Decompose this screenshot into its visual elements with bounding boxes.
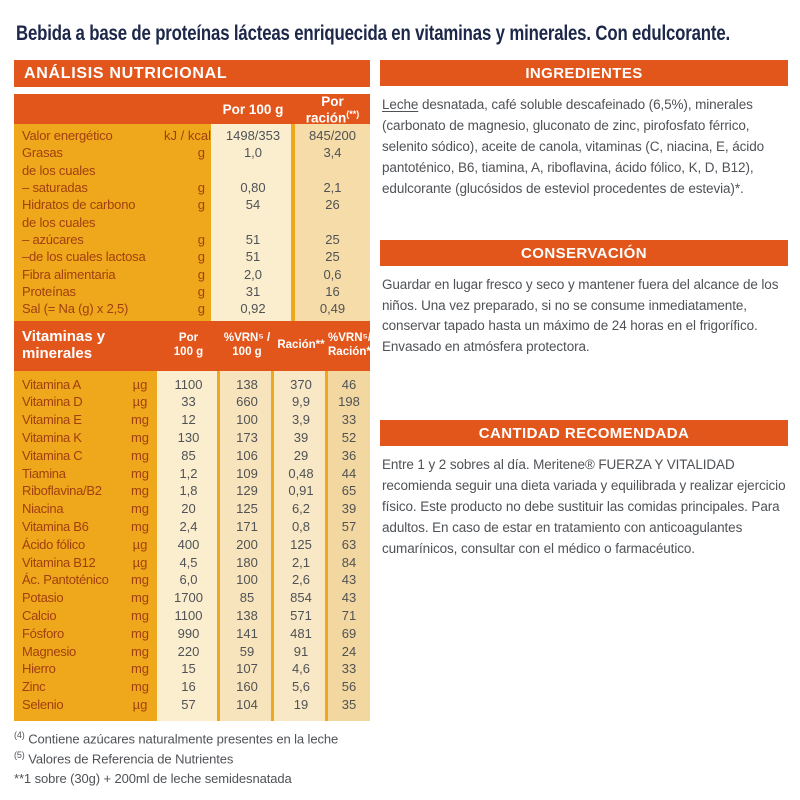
vitamins-title-line1: Vitaminas y [22, 328, 106, 346]
vitamin-unit: mg [130, 608, 150, 624]
product-headline: Bebida a base de proteínas lácteas enriquecida en vitaminas y minerales. Con edulcorante. [16, 22, 731, 45]
col-header-per-serving [295, 94, 370, 126]
value-per-100g: 4,5 [179, 554, 198, 570]
value-per-100g: 1,0 [243, 145, 263, 161]
nutrition-row [14, 265, 370, 282]
vit-col4-line2: Ración** [328, 346, 376, 359]
vitamin-unit: mg [130, 501, 150, 517]
nutrient-unit: kJ / kcal [164, 128, 211, 144]
value-vrn-per-serving: 84 [341, 554, 357, 570]
vitamin-label: Hierro [22, 661, 56, 677]
value-per-100g: 51 [245, 249, 261, 265]
vitamin-unit: µg [132, 554, 148, 570]
value-per-serving: 854 [290, 590, 312, 606]
vitamin-row [14, 678, 370, 696]
value-vrn-per-serving: 69 [341, 625, 357, 641]
vitamin-unit: µg [132, 394, 148, 410]
nutrition-row [14, 231, 370, 248]
vitamin-unit: mg [130, 661, 150, 677]
value-vrn-per-100g: 125 [236, 501, 258, 517]
value-vrn-per-serving: 198 [338, 394, 360, 410]
vitamin-row [14, 464, 370, 482]
footnote-serving [14, 769, 370, 789]
col-header-per-100g [211, 102, 295, 117]
recommended-amount-section-title: CANTIDAD RECOMENDADA [380, 420, 788, 446]
vitamin-row [14, 696, 370, 714]
nutrient-label: Grasas [22, 145, 63, 161]
vitamin-row [14, 535, 370, 553]
vitamin-label: Vitamina E [22, 412, 82, 428]
value-per-100g: 1,2 [179, 465, 198, 481]
vitamins-title-line2: minerales [22, 345, 93, 363]
two-column-layout [14, 60, 788, 789]
value-per-100g: 51 [245, 231, 261, 247]
vitamin-label: Riboflavina/B2 [22, 483, 102, 499]
value-per-serving: 39 [293, 430, 309, 446]
vitamin-unit: µg [132, 536, 148, 552]
nutrient-label: – saturadas [22, 180, 88, 196]
value-vrn-per-serving: 24 [341, 643, 357, 659]
value-per-100g: 33 [181, 394, 196, 410]
value-vrn-per-100g: 59 [239, 643, 255, 659]
vitamin-unit: mg [130, 465, 150, 481]
recommended-amount-section [380, 420, 788, 560]
value-vrn-per-serving: 71 [341, 608, 357, 624]
nutrition-row [14, 213, 370, 230]
vitamin-unit: mg [130, 679, 150, 695]
info-column [380, 60, 788, 560]
nutrition-row [14, 179, 370, 196]
vitamin-row [14, 446, 370, 464]
vitamin-label: Fósforo [22, 625, 64, 641]
vitamins-section-title [14, 329, 157, 363]
value-vrn-per-serving: 63 [341, 536, 357, 552]
value-per-serving: 9,9 [291, 394, 311, 410]
value-vrn-per-serving: 35 [341, 697, 357, 712]
vitamin-row [14, 500, 370, 518]
value-vrn-per-100g: 173 [236, 430, 258, 446]
value-per-100g: 85 [181, 447, 196, 463]
value-per-serving: 5,6 [291, 679, 311, 695]
footnote-vrn-text: Valores de Referencia de Nutrientes [28, 751, 234, 767]
value-vrn-per-serving: 52 [341, 430, 357, 446]
vitamin-unit: µg [132, 376, 148, 392]
nutrient-label: de los cuales [22, 162, 96, 178]
vitamin-rows [14, 371, 370, 721]
nutrient-label: Hidratos de carbono [22, 197, 136, 213]
nutrient-label: Proteínas [22, 283, 76, 299]
vitamin-row [14, 429, 370, 447]
vitamin-label: Vitamina C [22, 447, 83, 463]
storage-section-title: CONSERVACIÓN [380, 240, 788, 266]
value-per-100g: 1,8 [179, 483, 198, 499]
nutrition-row [14, 196, 370, 213]
nutrient-unit: g [197, 231, 205, 247]
nutrient-label: –de los cuales lactosa [22, 249, 146, 265]
nutrient-unit: g [197, 249, 205, 265]
value-per-serving: 0,49 [319, 301, 346, 317]
value-per-serving: 19 [293, 697, 309, 712]
value-vrn-per-100g: 141 [236, 625, 258, 641]
vit-col-header-serving [274, 339, 328, 353]
vitamin-row [14, 660, 370, 678]
ingredients-section [380, 60, 788, 200]
value-vrn-per-serving: 57 [341, 519, 357, 535]
vit-col2-line1: %VRN⁵ / [223, 332, 271, 345]
value-per-100g: 2,0 [243, 266, 263, 282]
vitamin-unit: mg [130, 625, 150, 641]
nutrient-unit: g [197, 266, 205, 282]
vitamin-label: Vitamina A [22, 376, 81, 392]
vitamin-label: Potasio [22, 590, 64, 606]
footnote-sugars-text: Contiene azúcares naturalmente presentes en la leche [28, 731, 339, 747]
value-vrn-per-100g: 104 [236, 697, 258, 712]
value-per-serving: 6,2 [291, 501, 311, 517]
value-per-100g: 2,4 [179, 519, 198, 535]
storage-text: Guardar en lugar fresco y seco y mantener fuera del alcance de los niños. Una vez preparado, si no se consume inmediatamente, conservar tapado hasta un máximo de 24 horas en el frigorífico. Envasado en atmósfera protectora. [382, 276, 779, 355]
vit-col-header-per-100g [157, 332, 220, 360]
vit-col4-line1: %VRN⁵/ [328, 332, 372, 345]
value-per-100g: 220 [177, 643, 200, 659]
value-vrn-per-serving: 43 [341, 590, 357, 606]
vitamin-unit: µg [132, 697, 148, 712]
value-per-100g: 1700 [174, 590, 203, 606]
value-vrn-per-serving: 65 [341, 483, 357, 499]
nutrition-row [14, 283, 370, 300]
vitamin-label: Vitamina B6 [22, 519, 89, 535]
nutrient-label: Valor energético [22, 128, 113, 144]
vitamin-row [14, 571, 370, 589]
nutrition-column [14, 60, 376, 789]
value-per-100g: 15 [181, 661, 196, 677]
nutrition-row [14, 144, 370, 161]
nutrient-unit: g [197, 301, 205, 317]
value-vrn-per-serving: 46 [341, 376, 357, 392]
vitamin-unit: mg [130, 412, 150, 428]
value-per-serving: 0,48 [288, 465, 314, 481]
value-per-100g: 16 [181, 679, 196, 695]
vitamin-unit: mg [130, 430, 150, 446]
value-per-100g: 990 [177, 625, 200, 641]
vitamin-row [14, 482, 370, 500]
nutrition-section-title: ANÁLISIS NUTRICIONAL [14, 60, 370, 87]
value-vrn-per-serving: 33 [341, 661, 357, 677]
value-per-serving: 3,9 [291, 412, 311, 428]
value-vrn-per-100g: 106 [236, 447, 258, 463]
nutrient-unit: g [197, 197, 205, 213]
value-per-serving: 25 [325, 249, 340, 265]
footnotes [14, 729, 370, 788]
value-vrn-per-100g: 660 [236, 394, 258, 410]
value-vrn-per-100g: 107 [236, 661, 258, 677]
vit-col3-line2: Ración** [277, 339, 325, 352]
value-per-serving: 2,6 [291, 572, 311, 588]
value-per-100g: 130 [177, 430, 200, 446]
value-per-serving: 0,91 [288, 483, 314, 499]
value-per-serving: 571 [290, 608, 312, 624]
vit-col-header-vrn-per-100g [220, 332, 274, 360]
nutrition-table-header [14, 94, 370, 124]
value-per-100g: 57 [181, 697, 196, 712]
value-per-100g: 400 [177, 536, 200, 552]
value-vrn-per-serving: 36 [341, 447, 357, 463]
value-per-100g: 0,80 [240, 180, 266, 196]
value-vrn-per-100g: 138 [236, 608, 258, 624]
value-vrn-per-serving: 33 [341, 412, 357, 428]
nutrient-unit: g [197, 283, 205, 299]
vit-col1-line1: Por [178, 332, 199, 345]
nutrition-row [14, 162, 370, 179]
vitamin-unit: mg [130, 483, 150, 499]
value-per-100g: 20 [181, 501, 196, 517]
value-per-serving: 2,1 [323, 180, 342, 196]
value-vrn-per-100g: 138 [236, 376, 258, 392]
value-per-100g: 1498/353 [225, 128, 281, 144]
recommended-amount-text: Entre 1 y 2 sobres al día. Meritene® FUERZA Y VITALIDAD recomienda seguir una dieta variada y equilibrada y realizar ejercicio físico. Este producto no debe sustituir las comidas principales. Para adultos. En caso de estar en tratamiento con anticoagulantes cumarínicos, consultar con el médico o farmacéutico. [382, 457, 786, 556]
footnote-serving-text: 1 sobre (30g) + 200ml de leche semidesnatada [23, 771, 292, 787]
value-per-serving: 4,6 [291, 661, 311, 677]
nutrient-label: de los cuales [22, 214, 96, 230]
vitamin-label: Vitamina B12 [22, 554, 96, 570]
value-per-100g: 1100 [174, 608, 203, 624]
vitamin-label: Vitamina D [22, 394, 83, 410]
value-per-serving: 845/200 [309, 128, 356, 144]
vitamin-label: Zinc [22, 679, 46, 695]
value-per-serving: 481 [290, 625, 312, 641]
storage-section [380, 240, 788, 359]
nutrient-label: – azúcares [22, 231, 84, 247]
vitamin-row [14, 393, 370, 411]
vitamin-row [14, 642, 370, 660]
footnote-sugars-marker: (4) [14, 730, 25, 741]
value-vrn-per-100g: 100 [236, 572, 258, 588]
vitamin-row [14, 624, 370, 642]
value-per-100g: 12 [181, 412, 196, 428]
vitamin-unit: mg [130, 447, 150, 463]
value-per-100g: 54 [245, 197, 261, 213]
allergen-milk: Leche [382, 97, 419, 112]
vitamin-label: Ácido fólico [22, 536, 85, 552]
nutrient-unit: g [197, 145, 205, 161]
value-vrn-per-100g: 85 [239, 590, 255, 606]
ingredients-text [382, 95, 786, 200]
vit-col2-line2: 100 g [232, 346, 262, 359]
value-vrn-per-serving: 39 [341, 501, 357, 517]
footnote-vrn [14, 749, 370, 769]
nutrition-row [14, 300, 370, 317]
vitamin-label: Vitamina K [22, 430, 82, 446]
value-per-serving: 91 [293, 643, 309, 659]
vitamin-row [14, 518, 370, 536]
value-per-serving: 2,1 [291, 554, 311, 570]
nutrition-table [14, 94, 376, 721]
vitamin-row [14, 375, 370, 393]
value-vrn-per-100g: 100 [236, 412, 258, 428]
ingredients-body: desnatada, café soluble descafeinado (6,5%), minerales (carbonato de magnesio, gluconato de zinc, pirofosfato férrico, selenito sódico), aceite de canola, vitaminas (C, niacina, E, ácido pantoténico, B6, tiamina, A, riboflavina, ácido fólico, K, D, B12), edulcorante (glucósidos de esteviol procedentes de estevia)*. [382, 97, 765, 196]
vitamin-label: Selenio [22, 697, 64, 712]
value-per-serving: 370 [290, 376, 312, 392]
vitamin-label: Calcio [22, 608, 57, 624]
vit-col-header-vrn-serving [328, 332, 376, 360]
value-per-100g: 31 [245, 283, 261, 299]
footnote-serving-marker: ** [14, 771, 24, 787]
vitamin-row [14, 553, 370, 571]
footnote-sugars [14, 729, 370, 749]
vitamin-row [14, 589, 370, 607]
value-per-100g: 0,92 [240, 301, 266, 317]
value-vrn-per-serving: 44 [341, 465, 357, 481]
value-per-serving: 16 [325, 283, 340, 299]
value-vrn-per-100g: 171 [236, 519, 258, 535]
value-per-serving: 25 [325, 231, 340, 247]
value-vrn-per-100g: 200 [236, 536, 258, 552]
vitamin-row [14, 607, 370, 625]
value-per-100g: 1100 [174, 376, 203, 392]
value-per-100g: 6,0 [179, 572, 198, 588]
vitamins-table-header [14, 321, 376, 371]
col-header-per-100g-label: Por 100 g [222, 102, 284, 118]
value-per-serving: 0,8 [291, 519, 311, 535]
vitamin-row [14, 411, 370, 429]
value-per-serving: 0,6 [323, 266, 342, 282]
vitamin-unit: mg [130, 590, 150, 606]
value-per-serving: 125 [290, 536, 312, 552]
vitamin-unit: mg [130, 519, 150, 535]
vitamin-label: Ác. Pantoténico [22, 572, 109, 588]
vitamin-label: Magnesio [22, 643, 76, 659]
nutrient-unit: g [197, 180, 205, 196]
nutrition-row [14, 127, 370, 144]
nutrient-label: Fibra alimentaria [22, 266, 116, 282]
nutrition-row [14, 248, 370, 265]
value-vrn-per-100g: 160 [236, 679, 258, 695]
value-vrn-per-100g: 129 [236, 483, 258, 499]
footnote-vrn-marker: (5) [14, 750, 25, 761]
vitamin-label: Tiamina [22, 465, 66, 481]
nutrient-label: Sal (= Na (g) x 2,5) [22, 301, 129, 317]
ingredients-section-title: INGREDIENTES [380, 60, 788, 86]
vitamin-unit: mg [130, 572, 150, 588]
col-header-per-serving-footnote-marker: (**) [346, 109, 360, 119]
vitamin-label: Niacina [22, 501, 64, 517]
vitamin-unit: mg [130, 643, 150, 659]
value-vrn-per-100g: 109 [236, 465, 258, 481]
vit-col1-line2: 100 g [173, 346, 204, 359]
nutrition-rows [14, 124, 370, 321]
value-vrn-per-serving: 56 [341, 679, 357, 695]
col-header-per-serving-label: Por ración [305, 94, 347, 126]
value-per-serving: 29 [293, 447, 309, 463]
value-per-serving: 26 [325, 197, 340, 213]
value-vrn-per-100g: 180 [236, 554, 258, 570]
value-vrn-per-serving: 43 [341, 572, 357, 588]
value-per-serving: 3,4 [323, 145, 342, 161]
